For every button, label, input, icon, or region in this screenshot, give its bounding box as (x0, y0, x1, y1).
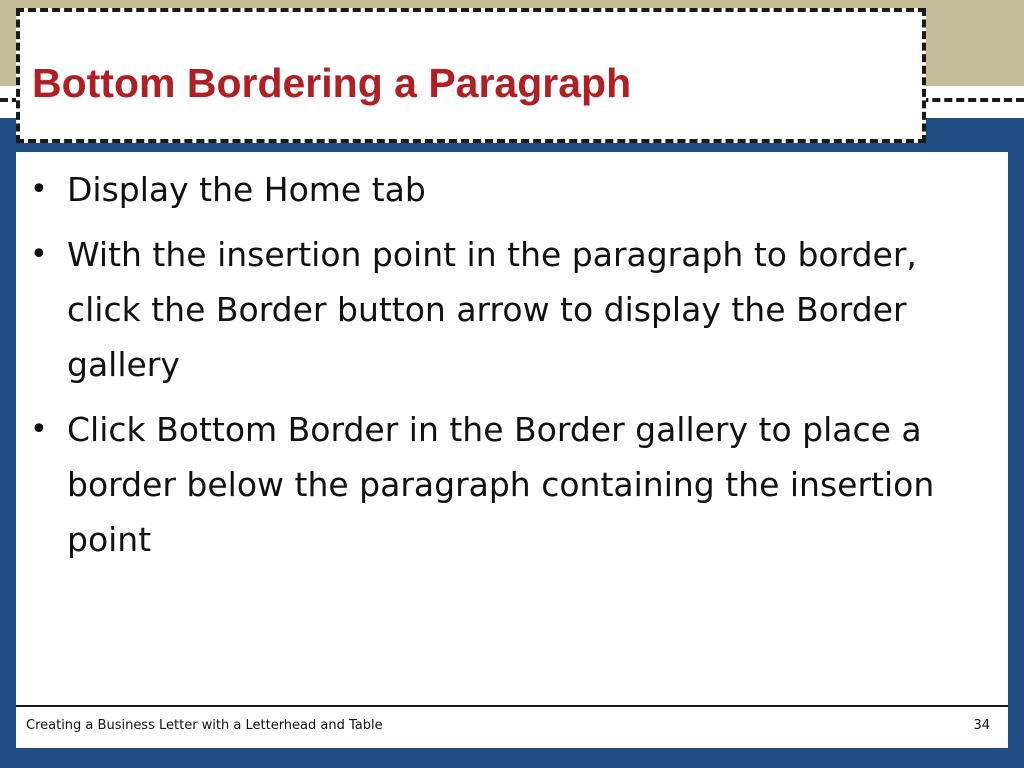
bullet-icon: • (30, 237, 48, 272)
slide-title: Bottom Bordering a Paragraph (32, 60, 632, 106)
bullet-text: Click Bottom Border in the Border gallery to place a border below the paragraph containing the insertion point (67, 410, 935, 559)
bullet-text: With the insertion point in the paragraph to border, click the Border button arrow to display the Border gallery (67, 235, 917, 384)
bullet-list[interactable] (16, 162, 996, 577)
bullet-item (16, 402, 996, 567)
bullet-item (16, 162, 996, 217)
bullet-icon: • (30, 172, 48, 207)
bullet-item (16, 227, 996, 392)
slide-number: 34 (973, 718, 990, 733)
footer-title: Creating a Business Letter with a Letterhead and Table (26, 718, 383, 733)
title-placeholder[interactable] (16, 8, 926, 143)
bullet-icon: • (30, 412, 48, 447)
bullet-text: Display the Home tab (67, 170, 426, 209)
